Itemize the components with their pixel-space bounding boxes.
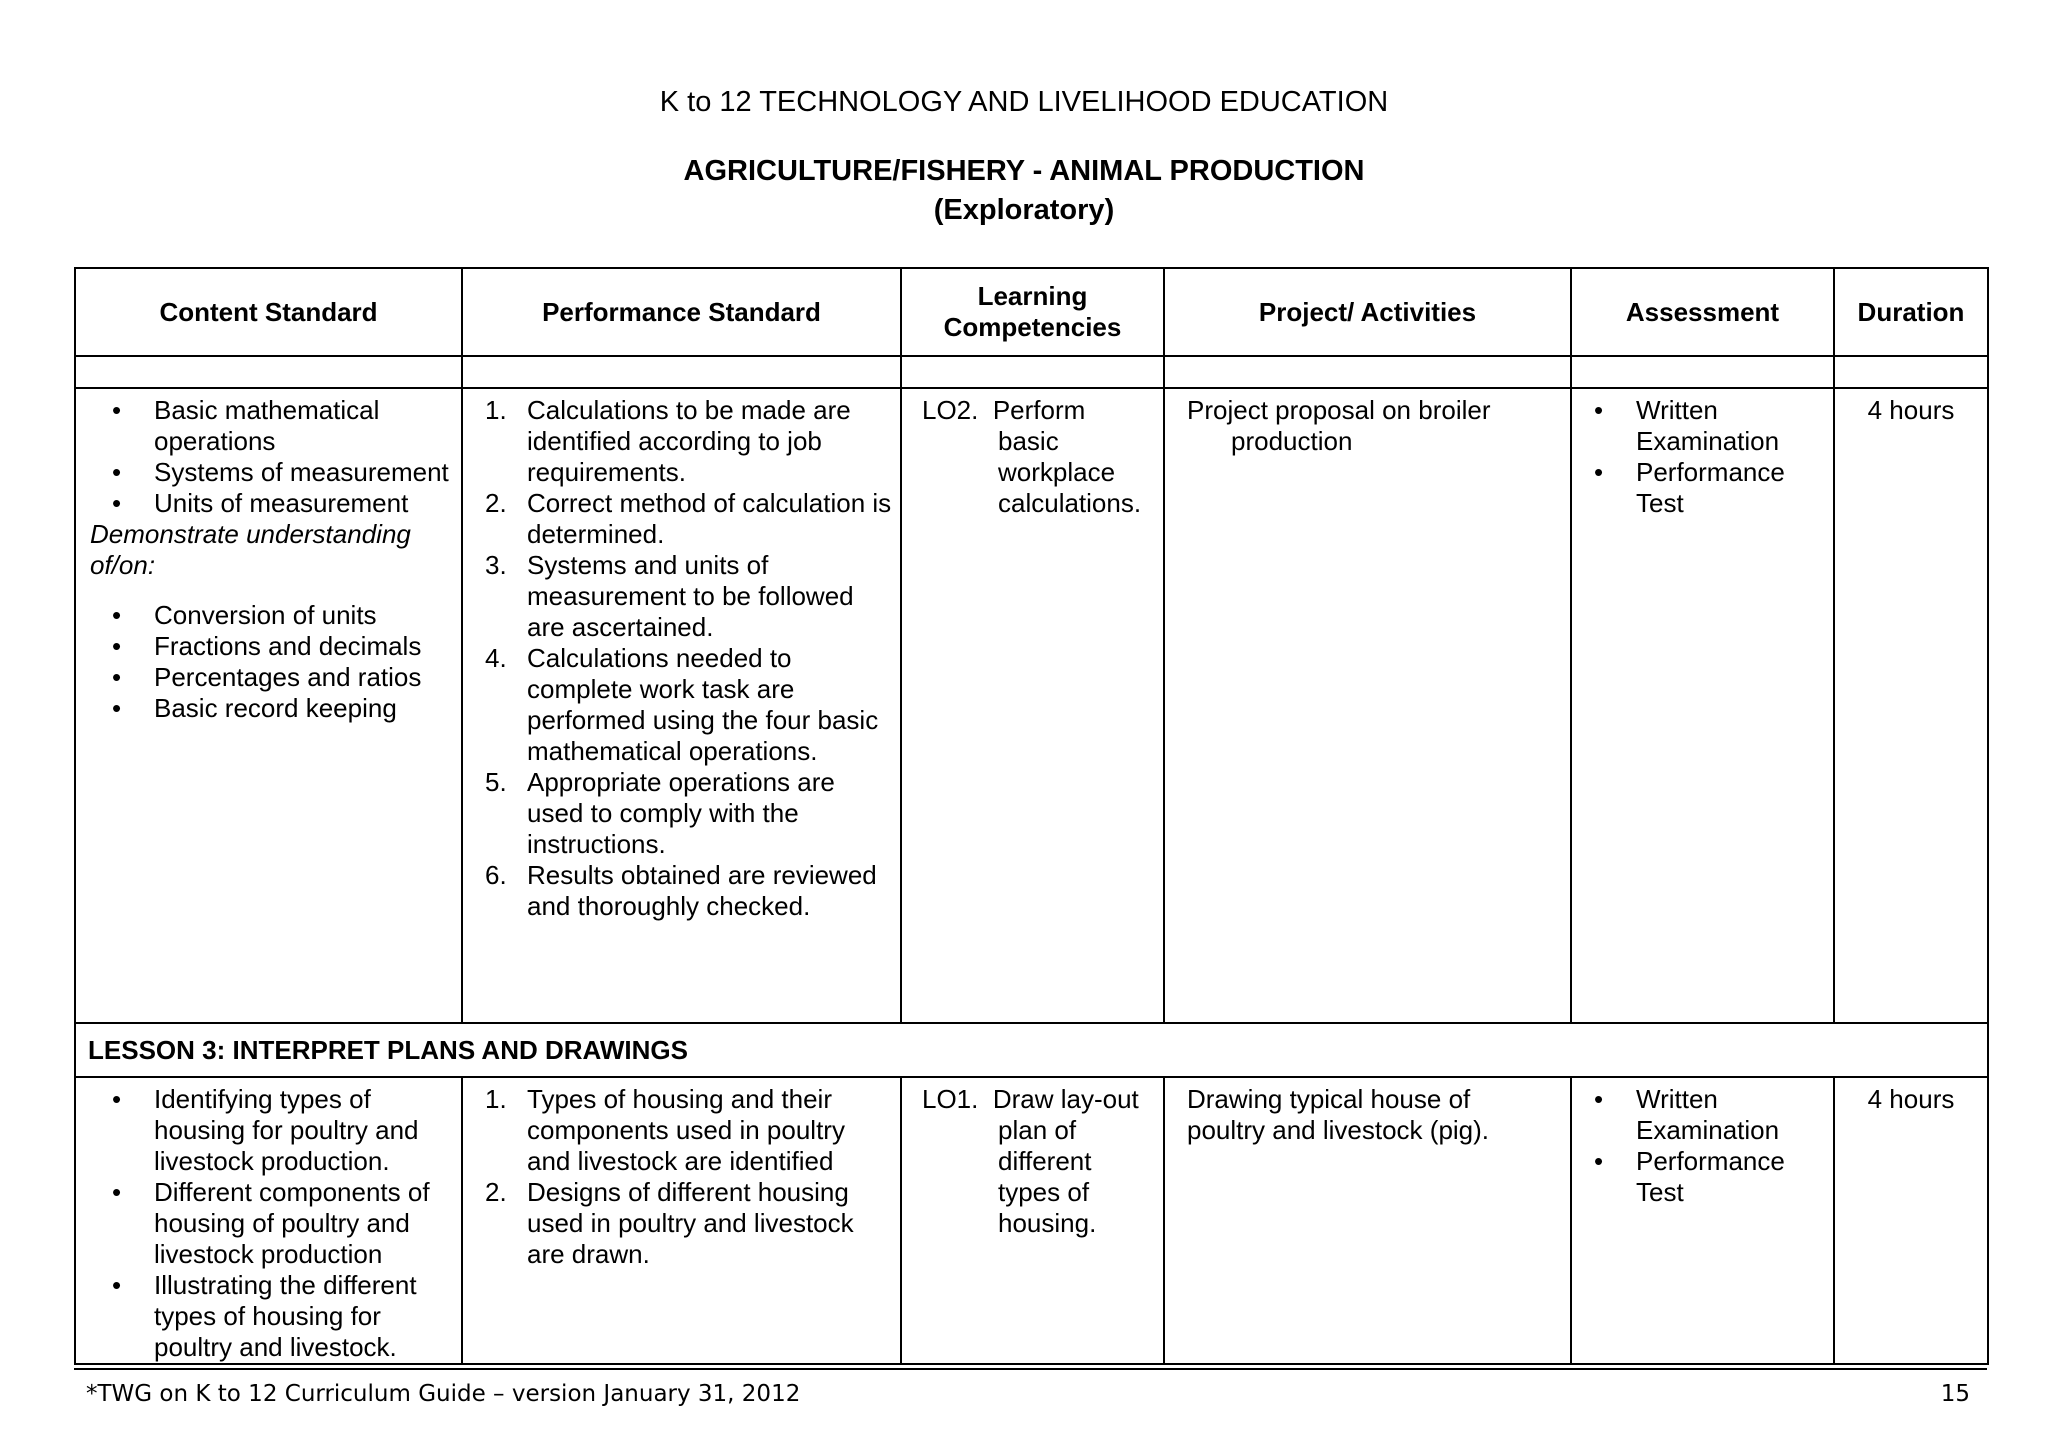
project-activity-cell xyxy=(1164,388,1571,1023)
assessment-list xyxy=(1572,395,1827,519)
content-italic-note xyxy=(90,519,455,581)
project-line-2: poultry and livestock (pig). xyxy=(1187,1115,1490,1145)
header-assessment: Assessment xyxy=(1571,268,1834,356)
list-item: • Basic mathematical operations xyxy=(90,395,455,457)
content-list xyxy=(90,1084,455,1363)
lesson-heading-row xyxy=(75,1023,1988,1077)
competency-rest: basic workplace calculations. xyxy=(998,426,1142,518)
list-item: • Identifying types of housing for poultry and livestock production. xyxy=(90,1084,455,1177)
list-item: • Units of measurement xyxy=(90,488,455,519)
project-line-2: production xyxy=(1231,426,1353,456)
list-item: 1. Calculations to be made are identified according to job requirements. xyxy=(485,395,851,487)
italic-line-1: Demonstrate understanding xyxy=(90,519,411,549)
list-item: • Written Examination xyxy=(1572,395,1827,457)
list-item: • Fractions and decimals xyxy=(90,631,455,662)
list-item: 1. Types of housing and their components used in poultry and livestock are identified xyxy=(485,1084,845,1176)
duration-cell: 4 hours xyxy=(1834,388,1988,1023)
learning-competency-cell xyxy=(901,388,1164,1023)
subtitle-line-2: (Exploratory) xyxy=(933,194,1115,226)
performance-standard-cell xyxy=(462,1077,901,1364)
list-item: • Performance Test xyxy=(1572,1146,1827,1208)
list-item: • Written Examination xyxy=(1572,1084,1827,1146)
header-duration: Duration xyxy=(1834,268,1988,356)
header-lc-line-1: Learning xyxy=(977,281,1088,311)
list-item: • Conversion of units xyxy=(90,600,455,631)
list-item: • Systems of measurement xyxy=(90,457,455,488)
footer-divider xyxy=(74,1368,1987,1370)
curriculum-table xyxy=(74,267,1989,1365)
document-subtitle xyxy=(0,152,2048,230)
assessment-cell xyxy=(1571,1077,1834,1364)
page-number: 15 xyxy=(1940,1381,1970,1407)
list-item: • Percentages and ratios xyxy=(90,662,455,693)
content-standard-cell xyxy=(75,1077,462,1364)
performance-standard-cell xyxy=(462,388,901,1023)
list-item: • Illustrating the different types of housing for poultry and livestock. xyxy=(90,1270,455,1363)
header-learning-competencies xyxy=(901,268,1164,356)
competency-rest: plan of different types of housing. xyxy=(998,1115,1097,1238)
assessment-list xyxy=(1572,1084,1827,1208)
list-item: 2. Correct method of calculation is determined. xyxy=(485,488,892,549)
content-standard-cell xyxy=(75,388,462,1023)
list-item: 4. Calculations needed to complete work task are performed using the four basic mathematical operations. xyxy=(485,643,879,766)
project-activity-cell xyxy=(1164,1077,1571,1364)
list-item: 3. Systems and units of measurement to be followed are ascertained. xyxy=(485,550,854,642)
assessment-cell xyxy=(1571,388,1834,1023)
lesson-heading: LESSON 3: INTERPRET PLANS AND DRAWINGS xyxy=(75,1023,1988,1077)
header-project-activities: Project/ Activities xyxy=(1164,268,1571,356)
list-item: 5. Appropriate operations are used to comply with the instructions. xyxy=(485,767,835,859)
header-content-standard: Content Standard xyxy=(75,268,462,356)
content-list-a xyxy=(90,395,455,519)
list-item: 6. Results obtained are reviewed and thoroughly checked. xyxy=(485,860,877,921)
content-list-b xyxy=(90,600,455,724)
learning-competency-cell xyxy=(901,1077,1164,1364)
spacer-row xyxy=(75,356,1988,388)
performance-list xyxy=(463,395,894,922)
header-lc-line-2: Competencies xyxy=(943,312,1122,342)
italic-line-2: of/on: xyxy=(90,550,156,580)
table-row xyxy=(75,1077,1988,1364)
list-item: • Different components of housing of poultry and livestock production xyxy=(90,1177,455,1270)
list-item: • Basic record keeping xyxy=(90,693,455,724)
project-line-1: Project proposal on broiler xyxy=(1187,395,1491,425)
list-item: • Performance Test xyxy=(1572,457,1827,519)
duration-cell: 4 hours xyxy=(1834,1077,1988,1364)
header-performance-standard: Performance Standard xyxy=(462,268,901,356)
performance-list xyxy=(463,1084,894,1270)
competency-first-line: LO1. Draw lay-out xyxy=(922,1084,1139,1114)
list-item: 2. Designs of different housing used in poultry and livestock are drawn. xyxy=(485,1177,854,1269)
table-header-row xyxy=(75,268,1988,356)
footer-citation: *TWG on K to 12 Curriculum Guide – version January 31, 2012 xyxy=(86,1381,801,1407)
table-row xyxy=(75,388,1988,1023)
subtitle-line-1: AGRICULTURE/FISHERY - ANIMAL PRODUCTION xyxy=(683,155,1365,187)
document-title: K to 12 TECHNOLOGY AND LIVELIHOOD EDUCATION xyxy=(659,86,1389,118)
project-line-1: Drawing typical house of xyxy=(1187,1084,1471,1114)
competency-first-line: LO2. Perform xyxy=(922,395,1086,425)
